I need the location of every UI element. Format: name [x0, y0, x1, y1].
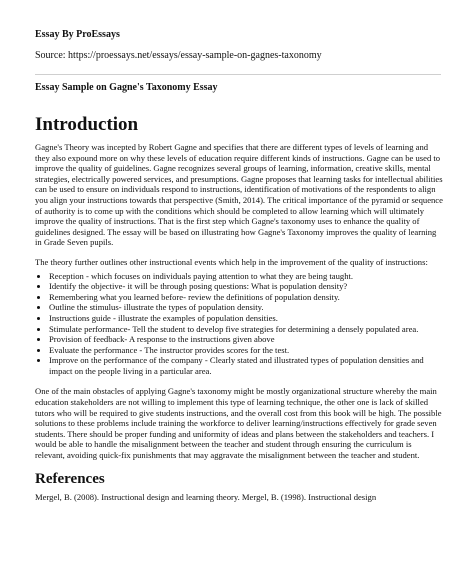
list-item: • Outline the stimulus- illustrate the types of population density.: [49, 302, 443, 313]
introduction-heading: Introduction: [35, 114, 139, 135]
list-item: • Provision of feedback- A response to the instructions given above: [49, 334, 443, 345]
essay-title: Essay Sample on Gagne's Taxonomy Essay: [35, 82, 218, 93]
list-item: • Identify the objective- it will be through posing questions: What is population density?: [49, 281, 443, 292]
list-item: • Remembering what you learned before- review the definitions of population density.: [49, 292, 443, 303]
list-item: • Stimulate performance- Tell the student to develop five strategies for determining a densely populated area.: [49, 324, 443, 335]
source-url[interactable]: Source: https://proessays.net/essays/essay-sample-on-gagnes-taxonomy: [35, 50, 322, 61]
list-item: • Improve on the performance of the company - Clearly stated and illustrated types of population densities and impact on the people living in a particular area.: [49, 355, 443, 376]
list-item: • Instructions guide - illustrate the examples of population densities.: [49, 313, 443, 324]
intro-paragraph-3: One of the main obstacles of applying Gagne's taxonomy might be mostly organizational structure whereby the main education stakeholders are not willing to implement this type of learning technique, the other one is lack of skilled tutors who will be required to give students instructions, and the overall cost from this book will be high. The possible solutions to these problems include training the workforce to deliver learning/instructions effectively for grade seven students. There should be proper funding and uniformity of ideas and plans between the stakeholders and teachers. I would be able to handle the misalignment between the teacher and student through ensuring the curriculum is relevant, avoiding quick-fix punishments that may aggravate the misalignment between the teacher and student.: [35, 386, 442, 461]
references-heading: References: [35, 470, 105, 487]
list-item: • Reception - which focuses on individuals paying attention to what they are being taught.: [49, 271, 443, 282]
intro-paragraph-2: The theory further outlines other instructional events which help in the improvement of the quality of instructions:: [35, 256, 428, 267]
instructional-events-list: [35, 271, 443, 377]
paragraph-spacer: [35, 248, 443, 257]
header-divider: [35, 74, 441, 75]
essay-body: [35, 114, 443, 502]
list-item: • Evaluate the performance - The instructor provides scores for the test.: [49, 345, 443, 356]
brand-name: Essay By ProEssays: [35, 29, 120, 40]
intro-paragraph-1: Gagne's Theory was incepted by Robert Gagne and specifies that there are different types of levels of learning and they also expound more on why these levels of education require different kinds of instructions. Gagne can be used to improve the quality of guidelines. Gagne recognizes several groups of learning, information, creative skills, mental strategies, electrically powered services, and presumptions. Gagne proposes that learning tasks for intellectual abilities can be used to ensure on individuals respond to instructions, identification of motivations of the respondents to align you align your instructions towards that perspective (Smith, 2014). The critical importance of the pyramid or sequence of authority is to come up with the conditions which should be completed to allow learning which will ultimately improve the quality of instructions. That is the first step which Gagne's taxonomy uses to enhance the quality of guidelines designed. The essay will be based on illustrating how Gagne's Taxonomy improves the quality of learning in Grade Seven pupils.: [35, 142, 443, 248]
paragraph-spacer: [35, 376, 443, 386]
reference-entry: Mergel, B. (2008). Instructional design and learning theory. Mergel, B. (1998). Instructional design: [35, 491, 377, 502]
site-header: [35, 29, 440, 62]
